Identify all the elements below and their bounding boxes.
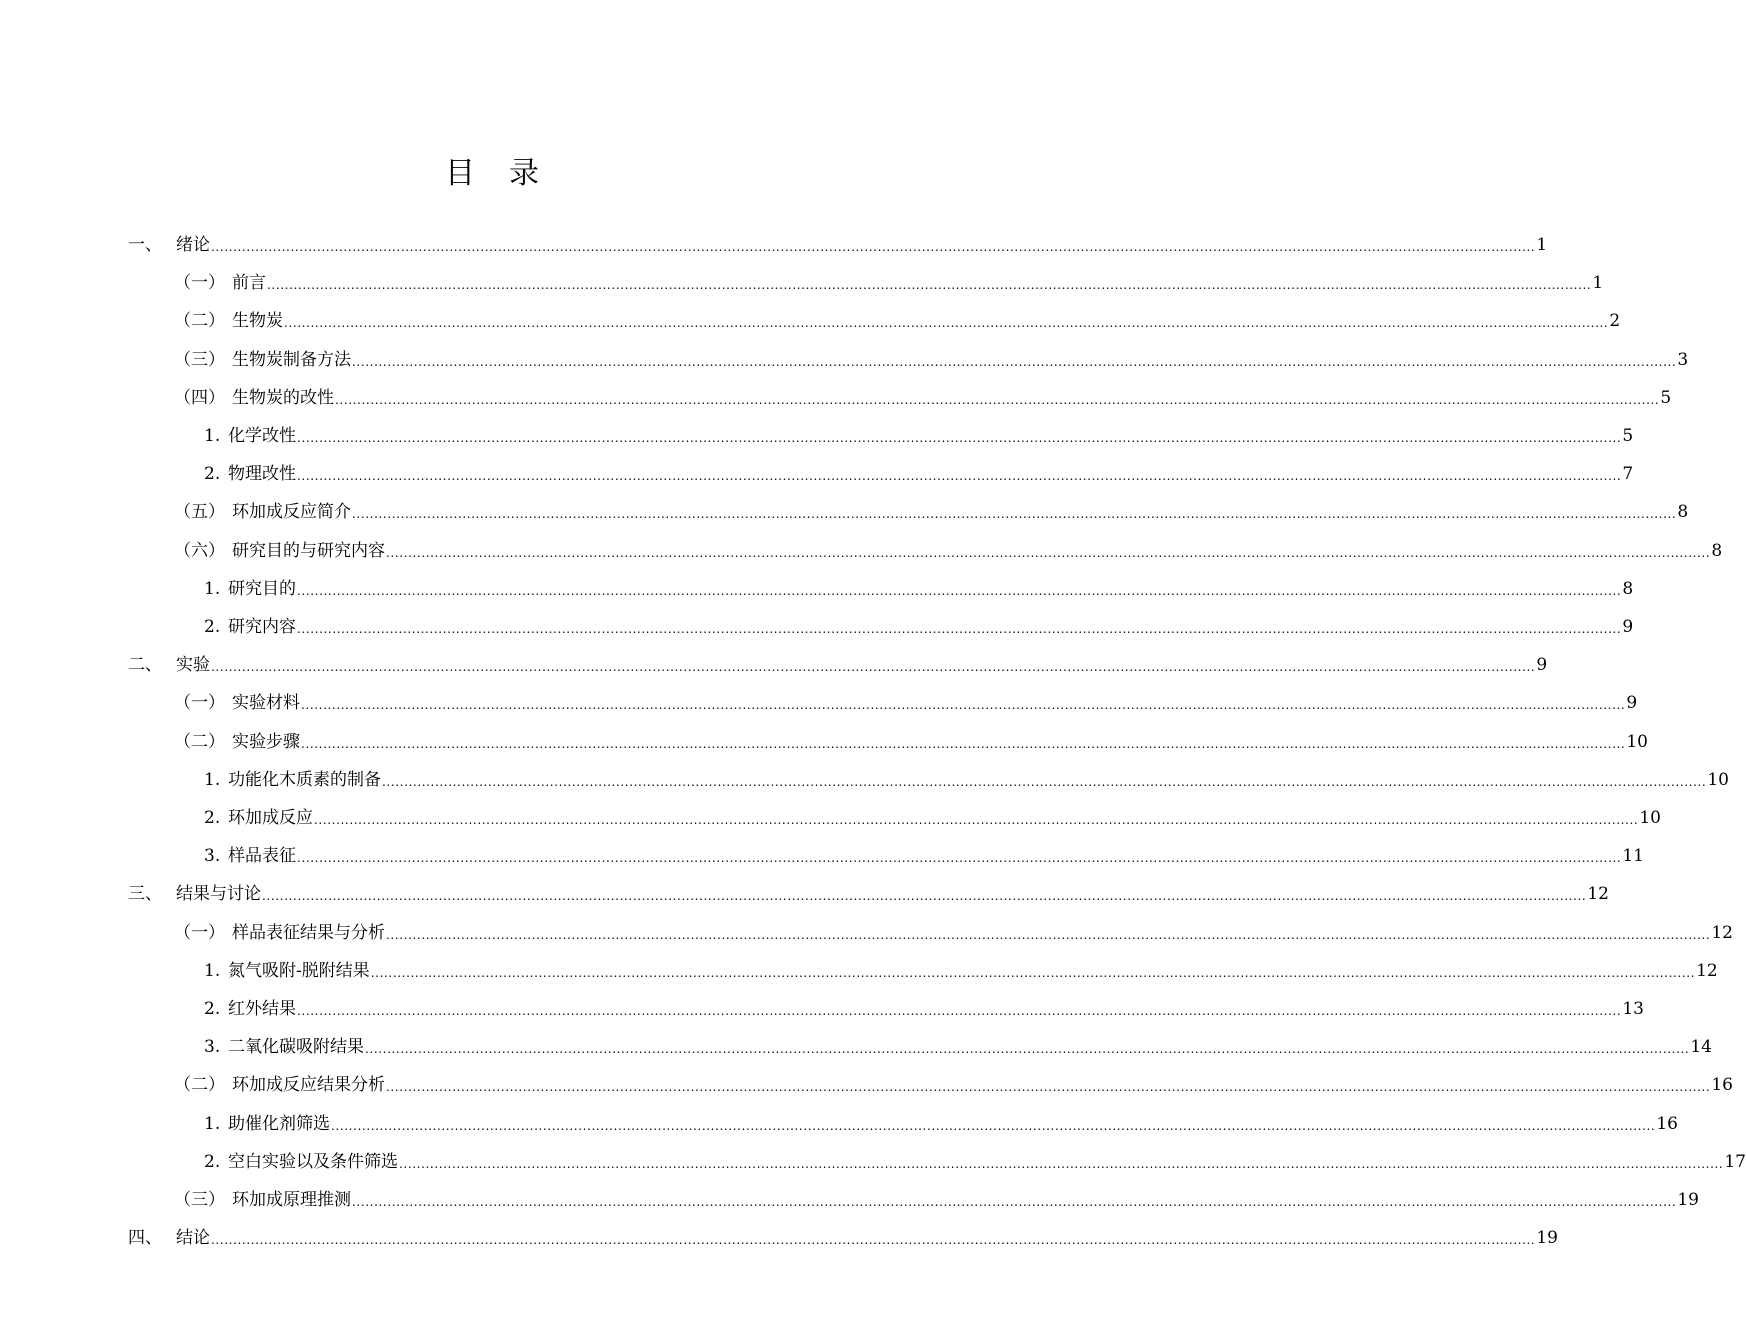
- toc-entry-title: 生物炭的改性: [232, 387, 334, 408]
- toc-leader-dots: ............................................................................................................................................................................................................................................................................................................: [386, 545, 1711, 560]
- toc-entry-page: 19: [1536, 1228, 1558, 1249]
- toc-entry-page: 2: [1609, 311, 1621, 332]
- toc-entry-title: 环加成原理推测: [232, 1190, 351, 1210]
- toc-entry-number: 1.: [204, 426, 221, 446]
- toc-entry-title: 环加成反应: [228, 808, 313, 828]
- toc-entry-number: 2.: [204, 617, 221, 637]
- toc-entry-title: 样品表征: [228, 846, 296, 867]
- toc-leader-dots: ............................................................................................................................................................................................................................................................................................................: [386, 1080, 1711, 1095]
- toc-entry-page: 12: [1696, 960, 1718, 981]
- toc-entry[interactable]: [0, 1173, 1699, 1211]
- toc-entry-number: 1.: [204, 578, 221, 599]
- toc-entry[interactable]: [0, 1135, 1746, 1173]
- toc-entry-page: 10: [1639, 808, 1661, 828]
- toc-leader-dots: ............................................................................................................................................................................................................................................................................................................: [382, 774, 1707, 789]
- toc-leader-dots: ............................................................................................................................................................................................................................................................................................................: [352, 507, 1677, 522]
- toc-entry[interactable]: [0, 524, 1723, 562]
- toc-entry-number: 2.: [204, 464, 221, 485]
- toc-entry[interactable]: [0, 333, 1689, 371]
- toc-leader-dots: ............................................................................................................................................................................................................................................................................................................: [211, 660, 1536, 675]
- toc-entry-title: 实验步骤: [232, 731, 300, 752]
- toc-entry-title: 实验: [176, 655, 210, 676]
- toc-entry-number: 2.: [204, 1151, 221, 1172]
- toc-entry-page: 10: [1707, 769, 1729, 790]
- toc-entry-number: （四）: [174, 387, 225, 408]
- toc-leader-dots: ............................................................................................................................................................................................................................................................................................................: [301, 736, 1626, 751]
- toc-entry-number: （二）: [174, 311, 225, 332]
- toc-entry-page: 10: [1626, 731, 1648, 752]
- toc-leader-dots: ............................................................................................................................................................................................................................................................................................................: [284, 316, 1609, 331]
- toc-entry[interactable]: [0, 1097, 1678, 1135]
- toc-entry-title: 红外结果: [228, 999, 296, 1019]
- toc-entry-number: 一、: [128, 235, 162, 255]
- toc-entry-title: 样品表征结果与分析: [232, 922, 385, 943]
- toc-entry[interactable]: [0, 447, 1634, 485]
- toc-leader-dots: ............................................................................................................................................................................................................................................................................................................: [399, 1156, 1724, 1171]
- toc-leader-dots: ............................................................................................................................................................................................................................................................................................................: [297, 622, 1622, 636]
- toc-entry-title: 氮气吸附-脱附结果: [228, 960, 370, 981]
- toc-entry-title: 研究目的与研究内容: [232, 540, 385, 561]
- toc-entry-number: （三）: [174, 1190, 225, 1210]
- toc-entry-number: 2.: [204, 808, 221, 828]
- toc-leader-dots: ............................................................................................................................................................................................................................................................................................................: [297, 583, 1622, 598]
- toc-entry-number: （三）: [174, 349, 225, 370]
- toc-entry-page: 13: [1622, 999, 1644, 1019]
- toc-entry-page: 8: [1711, 540, 1723, 561]
- toc-entry-title: 前言: [232, 273, 266, 294]
- toc-leader-dots: ............................................................................................................................................................................................................................................................................................................: [370, 965, 1696, 980]
- toc-entry-page: 1: [1592, 273, 1604, 294]
- toc-entry[interactable]: [0, 753, 1729, 791]
- toc-entry-page: 19: [1677, 1190, 1699, 1210]
- toc-entry-page: 16: [1656, 1113, 1678, 1134]
- toc-entry-page: 8: [1677, 502, 1689, 523]
- toc-leader-dots: ............................................................................................................................................................................................................................................................................................................: [301, 698, 1626, 713]
- toc-leader-dots: ............................................................................................................................................................................................................................................................................................................: [211, 1233, 1536, 1248]
- toc-entry[interactable]: [0, 409, 1634, 447]
- toc-entry-number: （一）: [174, 273, 225, 294]
- toc-entry[interactable]: [0, 218, 1548, 256]
- toc-leader-dots: ............................................................................................................................................................................................................................................................................................................: [297, 469, 1622, 484]
- toc-entry-title: 研究内容: [228, 617, 296, 637]
- toc-entry[interactable]: [0, 715, 1648, 753]
- toc-entry-number: 1.: [204, 960, 221, 981]
- toc-entry[interactable]: [0, 256, 1604, 294]
- toc-entry-number: 1.: [204, 1113, 221, 1134]
- toc-entry-page: 1: [1536, 235, 1548, 255]
- toc-entry-page: 8: [1622, 578, 1634, 599]
- toc-leader-dots: ............................................................................................................................................................................................................................................................................................................: [262, 889, 1587, 904]
- toc-entry-number: （二）: [174, 1075, 225, 1096]
- toc-entry[interactable]: [0, 562, 1634, 600]
- toc-entry[interactable]: [0, 1020, 1712, 1058]
- toc-entry-title: 研究目的: [228, 578, 296, 599]
- toc-title: 目 录: [445, 156, 541, 191]
- toc-entry[interactable]: [0, 867, 1609, 905]
- toc-entry[interactable]: [0, 600, 1634, 638]
- toc-entry-page: 3: [1677, 349, 1689, 370]
- toc-entry-title: 生物炭: [232, 311, 283, 332]
- toc-entry-page: 12: [1711, 922, 1733, 943]
- toc-entry-title: 物理改性: [228, 464, 296, 485]
- toc-entry-page: 5: [1622, 426, 1634, 446]
- toc-leader-dots: ............................................................................................................................................................................................................................................................................................................: [297, 1004, 1622, 1018]
- toc-entry-page: 9: [1622, 617, 1634, 637]
- toc-leader-dots: ............................................................................................................................................................................................................................................................................................................: [267, 278, 1592, 293]
- toc-leader-dots: ............................................................................................................................................................................................................................................................................................................: [211, 240, 1536, 254]
- toc-entry-title: 结论: [176, 1228, 210, 1249]
- toc-leader-dots: ............................................................................................................................................................................................................................................................................................................: [365, 1042, 1690, 1057]
- toc-entry[interactable]: [0, 944, 1718, 982]
- toc-entry[interactable]: [0, 1058, 1733, 1096]
- toc-entry-page: 9: [1626, 693, 1638, 714]
- toc-entry-title: 结果与讨论: [176, 884, 261, 905]
- toc-entry-title: 环加成反应简介: [232, 502, 351, 523]
- toc-entry[interactable]: [0, 791, 1661, 829]
- toc-entry[interactable]: [0, 829, 1644, 867]
- toc-entry-title: 绪论: [176, 235, 210, 255]
- toc-entry-number: 2.: [204, 999, 221, 1019]
- toc-leader-dots: ............................................................................................................................................................................................................................................................................................................: [297, 431, 1622, 445]
- toc-entry-title: 化学改性: [228, 426, 296, 446]
- toc-entry-number: 四、: [128, 1228, 162, 1249]
- toc-entry-number: （一）: [174, 922, 225, 943]
- toc-entry-page: 17: [1724, 1151, 1746, 1172]
- toc-entry[interactable]: [0, 371, 1672, 409]
- toc-entry-number: 3.: [204, 1037, 221, 1058]
- toc-leader-dots: ............................................................................................................................................................................................................................................................................................................: [352, 1195, 1677, 1209]
- toc-entry[interactable]: [0, 982, 1644, 1020]
- toc-leader-dots: ............................................................................................................................................................................................................................................................................................................: [386, 927, 1711, 942]
- toc-leader-dots: ............................................................................................................................................................................................................................................................................................................: [352, 354, 1677, 369]
- toc-entry[interactable]: [0, 906, 1733, 944]
- toc-leader-dots: ............................................................................................................................................................................................................................................................................................................: [335, 392, 1660, 407]
- toc-entry-page: 5: [1660, 387, 1672, 408]
- toc-entry-title: 二氧化碳吸附结果: [228, 1037, 364, 1058]
- toc-entry-page: 12: [1587, 884, 1609, 905]
- toc-leader-dots: ............................................................................................................................................................................................................................................................................................................: [314, 813, 1639, 827]
- toc-entry-number: （一）: [174, 693, 225, 714]
- toc-entry-number: （六）: [174, 540, 225, 561]
- toc-entry-number: 3.: [204, 846, 221, 867]
- toc-leader-dots: ............................................................................................................................................................................................................................................................................................................: [331, 1118, 1656, 1133]
- toc-entry-page: 9: [1536, 655, 1548, 676]
- toc-entry-number: （五）: [174, 502, 225, 523]
- toc-entry-title: 空白实验以及条件筛选: [228, 1151, 398, 1172]
- toc-entry-page: 16: [1711, 1075, 1733, 1096]
- toc-entry-title: 环加成反应结果分析: [232, 1075, 385, 1096]
- toc-entry-title: 助催化剂筛选: [228, 1113, 330, 1134]
- toc-entry[interactable]: [0, 638, 1548, 676]
- toc-entry-title: 实验材料: [232, 693, 300, 714]
- toc-entry-page: 7: [1622, 464, 1634, 485]
- toc-entry-number: 三、: [128, 884, 162, 905]
- toc-entry-page: 11: [1622, 846, 1644, 867]
- toc-entry[interactable]: [0, 1211, 1558, 1249]
- toc-entry-title: 生物炭制备方法: [232, 349, 351, 370]
- toc-entry-page: 14: [1690, 1037, 1712, 1058]
- toc-entry[interactable]: [0, 485, 1689, 523]
- toc-entry-number: 1.: [204, 769, 221, 790]
- toc-entry-title: 功能化木质素的制备: [228, 769, 381, 790]
- toc-entry[interactable]: [0, 294, 1621, 332]
- toc-entry-number: （二）: [174, 731, 225, 752]
- toc-entry[interactable]: [0, 676, 1638, 714]
- toc-entry-number: 二、: [128, 655, 162, 676]
- toc-leader-dots: ............................................................................................................................................................................................................................................................................................................: [297, 851, 1622, 866]
